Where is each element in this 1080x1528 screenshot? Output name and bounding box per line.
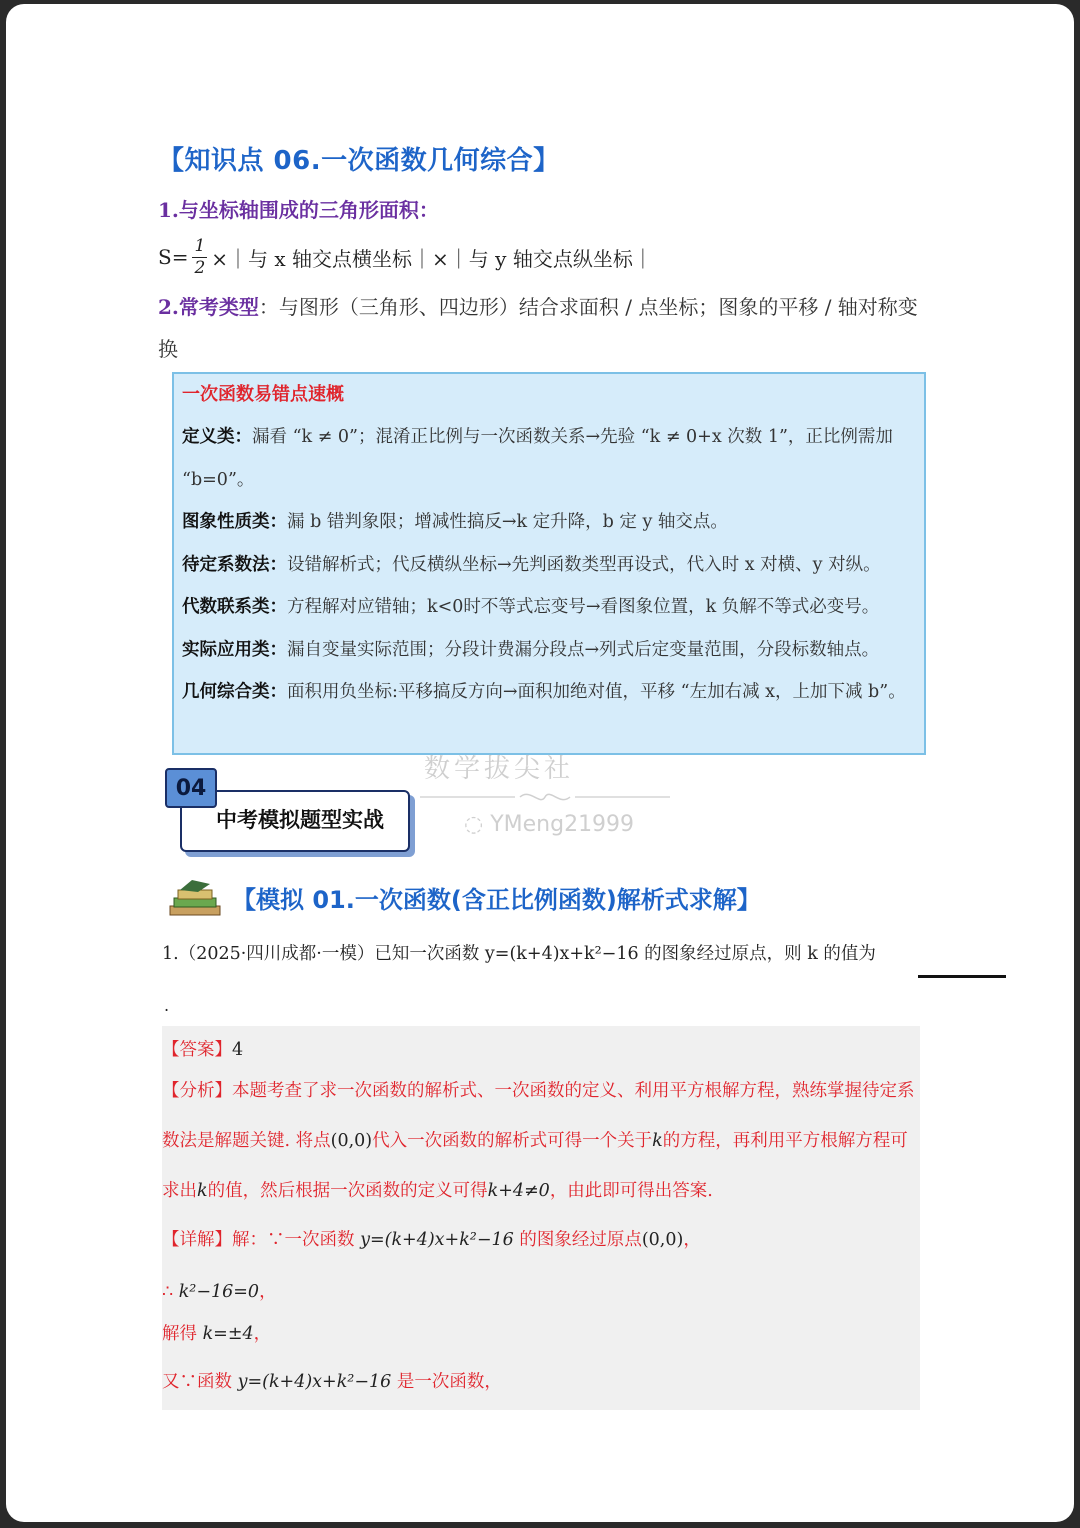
answer-line: 【答案】4 bbox=[162, 1040, 244, 1060]
formula-prefix: S= bbox=[158, 245, 189, 269]
fraction-numerator: 1 bbox=[194, 235, 206, 256]
simulation-heading: 【模拟 01.一次函数(含正比例函数)解析式求解】 bbox=[232, 886, 761, 914]
error-row-geometry: 几何综合类：面积用负坐标:平移搞反方向→面积加绝对值，平移 “左加右减 x，上加下减 b”。 bbox=[182, 682, 906, 702]
common-types bbox=[158, 286, 928, 370]
error-row-application: 实际应用类：漏自变量实际范围；分段计费漏分段点→列式后定变量范围，分段标数轴点。 bbox=[182, 639, 880, 660]
common-types-label: 2.常考类型 bbox=[158, 295, 259, 319]
formula-fraction bbox=[192, 235, 207, 278]
question-1: 1.（2025·四川成都·一模）已知一次函数 y=(k+4)x+k²−16 的图象经过原点，则 k 的值为 bbox=[162, 944, 876, 964]
error-row-graph: 图象性质类：漏 b 错判象限；增减性搞反→k 定升降，b 定 y 轴交点。 bbox=[182, 512, 728, 532]
area-formula bbox=[158, 232, 653, 282]
watermark-id: ◌ YMeng21999 bbox=[464, 812, 635, 837]
errors-box-body bbox=[182, 416, 922, 714]
error-row-algebra: 代数联系类：方程解对应错轴；k<0时不等式忘变号→看图象位置，k 负解不等式必变号。 bbox=[182, 597, 880, 617]
detail-line-1: 【详解】解：∵一次函数 y=(k+4)x+k²−16 的图象经过原点(0,0)， bbox=[162, 1230, 701, 1250]
answer-value: 4 bbox=[232, 1040, 244, 1060]
analysis-paragraph: 【分析】本题考查了求一次函数的解析式、一次函数的定义、利用平方根解方程，熟练掌握待定系数法是解题关键. 将点(0,0)代入一次函数的解析式可得一个关于k的方程，再利用平方根解方程可求出k的值，然后根据一次函数的定义可得k+4≠0，由此即可得出答案. bbox=[162, 1081, 915, 1201]
answer-blank bbox=[918, 975, 1006, 978]
question-end: . bbox=[164, 996, 170, 1015]
error-row-undetermined-coeff: 待定系数法：设错解析式；代反横纵坐标→先判函数类型再设式，代入时 x 对横、y 对纵。 bbox=[182, 554, 881, 575]
error-row-definition: 定义类：漏看 “k ≠ 0”；混淆正比例与一次函数关系→先验 “k ≠ 0+x 次数 1”，正比例需加 “b=0”。 bbox=[182, 427, 893, 490]
watermark-text: 数学拔尖社 bbox=[424, 754, 575, 784]
errors-box-title: 一次函数易错点速概 bbox=[182, 384, 344, 405]
fraction-denominator: 2 bbox=[194, 257, 206, 278]
section-number: 04 bbox=[165, 768, 217, 808]
formula-rest: ×｜与 x 轴交点横坐标｜×｜与 y 轴交点纵坐标｜ bbox=[211, 246, 653, 271]
detail-line-4: 又∵函数 y=(k+4)x+k²−16 是一次函数， bbox=[162, 1372, 502, 1392]
triangle-area-label: 1.与坐标轴围成的三角形面积： bbox=[158, 198, 439, 222]
section-label: 中考模拟题型实战 bbox=[216, 808, 384, 832]
watermark bbox=[420, 748, 680, 848]
detail-line-3: 解得 k=±4， bbox=[162, 1324, 272, 1344]
common-types-text: ：与图形（三角形、四边形）结合求面积 / 点坐标；图象的平移 / 轴对称变换 bbox=[158, 295, 918, 361]
watermark-flourish-icon bbox=[420, 790, 670, 804]
detail-line-2: ∴ k²−16=0， bbox=[162, 1282, 277, 1302]
books-icon bbox=[166, 876, 224, 920]
knowledge-point-heading: 【知识点 06.一次函数几何综合】 bbox=[158, 146, 560, 176]
